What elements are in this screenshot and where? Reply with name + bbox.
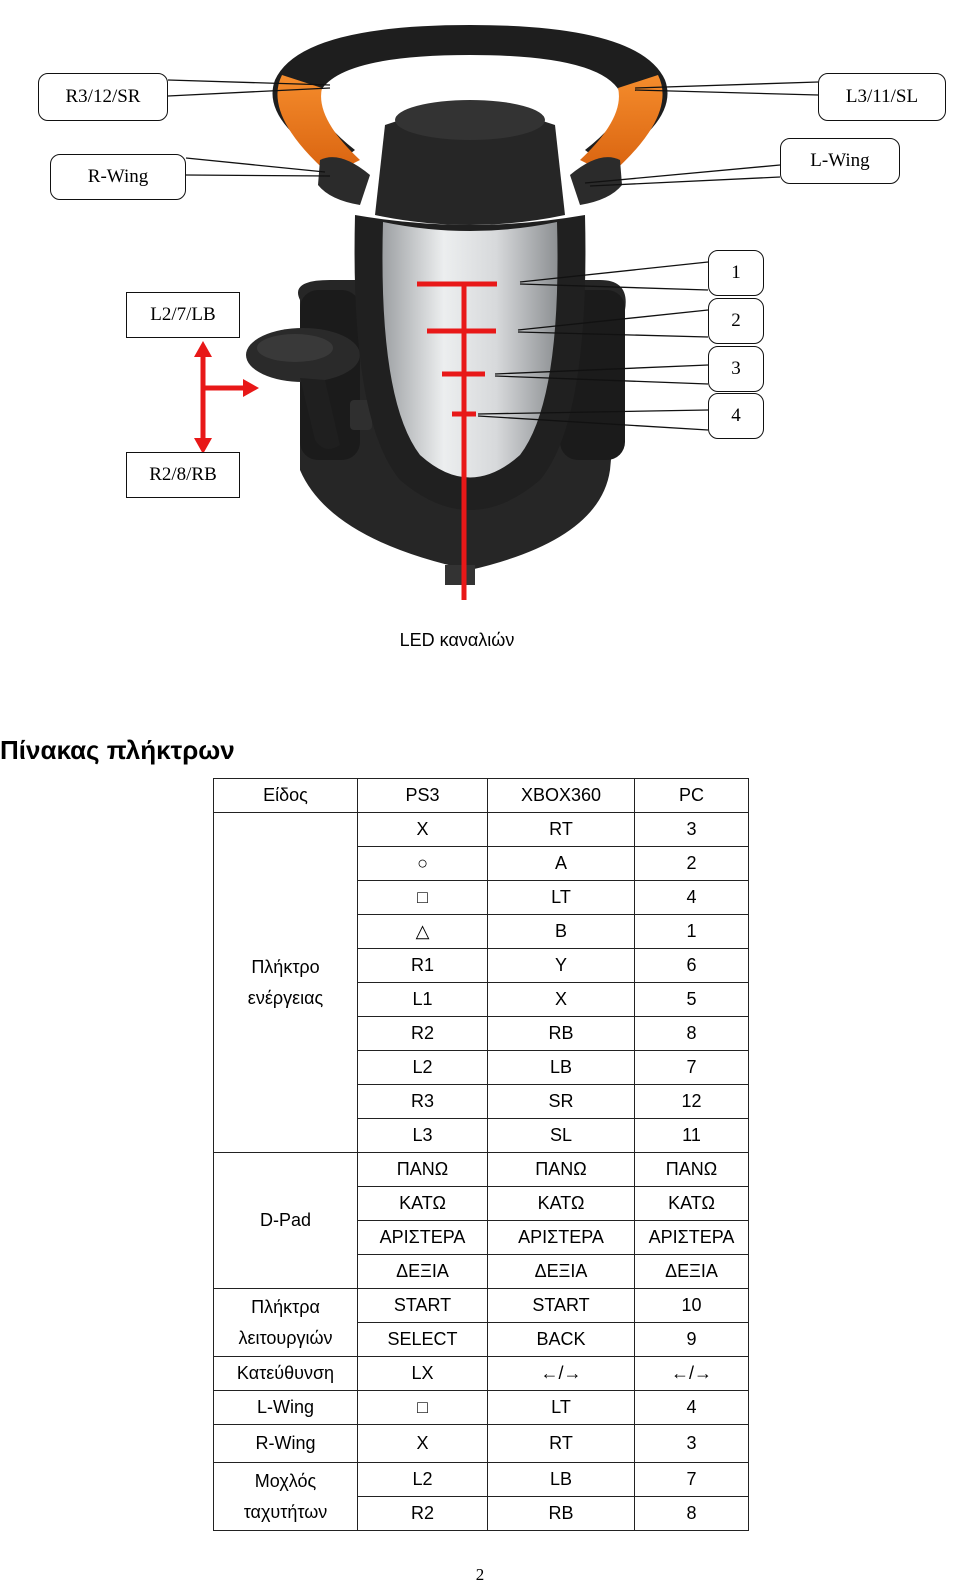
cell-xbox: ΔΕΞΙΑ [488,1255,635,1289]
cell-pc: 2 [635,847,749,881]
callout-l2-label: L2/7/LB [150,304,216,325]
cell-ps3: ΚΑΤΩ [358,1187,488,1221]
callout-l3-label: L3/11/SL [845,86,919,107]
cell-ps3: □ [358,1391,488,1425]
cell-ps3: △ [358,915,488,949]
cell-xbox: BACK [488,1323,635,1357]
cell-ps3: START [358,1289,488,1323]
cell-pc: 1 [635,915,749,949]
cell-pc: 7 [635,1463,749,1497]
cell-pc: 9 [635,1323,749,1357]
cell-ps3: R3 [358,1085,488,1119]
cell-xbox: START [488,1289,635,1323]
callout-led-3-label: 3 [731,358,741,379]
cell-xbox: LT [488,1391,635,1425]
category-action: Πλήκτρο ενέργειας [214,813,358,1153]
category-direction: Κατεύθυνση [214,1357,358,1391]
table-header-row [214,779,749,813]
callout-led-1 [708,250,764,296]
cell-pc: 6 [635,949,749,983]
cell-pc: ←/→ [635,1357,749,1391]
cell-xbox: SR [488,1085,635,1119]
cell-ps3: X [358,1425,488,1463]
callout-r3 [38,73,168,121]
table-row [214,1357,749,1391]
cell-pc: ΑΡΙΣΤΕΡΑ [635,1221,749,1255]
cell-xbox: RT [488,1425,635,1463]
table-row [214,1153,749,1187]
cell-pc: ΠΑΝΩ [635,1153,749,1187]
cell-ps3: L1 [358,983,488,1017]
callout-r-wing-label: R-Wing [87,166,149,187]
header-ps3: PS3 [358,779,488,813]
led-caption: LED καναλιών [399,630,515,650]
cell-xbox: LT [488,881,635,915]
cell-ps3: R2 [358,1017,488,1051]
cell-ps3: □ [358,881,488,915]
table-row [214,1289,749,1323]
header-type: Είδος [214,779,358,813]
header-pc: PC [635,779,749,813]
cell-pc: ΚΑΤΩ [635,1187,749,1221]
callout-led-2 [708,298,764,344]
cell-ps3: ΔΕΞΙΑ [358,1255,488,1289]
callout-l3 [818,73,946,121]
cell-ps3: X [358,813,488,847]
cell-ps3: LX [358,1357,488,1391]
cell-xbox: RB [488,1017,635,1051]
cell-xbox: SL [488,1119,635,1153]
cell-xbox: RB [488,1497,635,1531]
cell-xbox: A [488,847,635,881]
cell-pc: 12 [635,1085,749,1119]
cell-ps3: R2 [358,1497,488,1531]
cell-pc: 11 [635,1119,749,1153]
cell-pc: 10 [635,1289,749,1323]
category-gear: Μοχλός ταχυτήτων [214,1463,358,1531]
cell-ps3: R1 [358,949,488,983]
cell-xbox: ΠΑΝΩ [488,1153,635,1187]
table-row [214,813,749,847]
cell-ps3: ○ [358,847,488,881]
table-row [214,1425,749,1463]
callout-led-2-label: 2 [731,310,741,331]
cell-xbox: ←/→ [488,1357,635,1391]
cell-xbox: LB [488,1463,635,1497]
cell-ps3: L2 [358,1463,488,1497]
cell-pc: 3 [635,813,749,847]
callout-led-1-label: 1 [731,262,741,283]
callout-l-wing [780,138,900,184]
category-dpad: D-Pad [214,1153,358,1289]
cell-pc: 4 [635,1391,749,1425]
callout-led-3 [708,346,764,392]
cell-xbox: ΑΡΙΣΤΕΡΑ [488,1221,635,1255]
cell-pc: 4 [635,881,749,915]
cell-xbox: Y [488,949,635,983]
table-row [214,1463,749,1497]
callout-l-wing-label: L-Wing [810,150,870,171]
callout-r2-label: R2/8/RB [149,464,217,485]
callout-r-wing [50,154,186,200]
button-mapping-table [213,778,749,1531]
callout-l2 [126,292,240,338]
header-xbox360: XBOX360 [488,779,635,813]
cell-pc: 7 [635,1051,749,1085]
cell-pc: 3 [635,1425,749,1463]
cell-xbox: LB [488,1051,635,1085]
cell-ps3: L2 [358,1051,488,1085]
cell-xbox: X [488,983,635,1017]
page-number: 2 [475,1565,485,1584]
cell-ps3: L3 [358,1119,488,1153]
callout-r3-label: R3/12/SR [65,86,141,107]
cell-ps3: SELECT [358,1323,488,1357]
cell-pc: 5 [635,983,749,1017]
cell-xbox: ΚΑΤΩ [488,1187,635,1221]
category-function: Πλήκτρα λειτουργιών [214,1289,358,1357]
category-lwing: L-Wing [214,1391,358,1425]
category-rwing: R-Wing [214,1425,358,1463]
callout-led-4-label: 4 [731,405,741,426]
cell-xbox: RT [488,813,635,847]
callout-led-4 [708,393,764,439]
cell-ps3: ΑΡΙΣΤΕΡΑ [358,1221,488,1255]
cell-ps3: ΠΑΝΩ [358,1153,488,1187]
cell-pc: ΔΕΞΙΑ [635,1255,749,1289]
cell-pc: 8 [635,1497,749,1531]
table-row [214,1391,749,1425]
callout-r2 [126,452,240,498]
cell-xbox: B [488,915,635,949]
section-title: Πίνακας πλήκτρων [0,735,235,765]
cell-pc: 8 [635,1017,749,1051]
steering-wheel-figure [0,0,960,680]
